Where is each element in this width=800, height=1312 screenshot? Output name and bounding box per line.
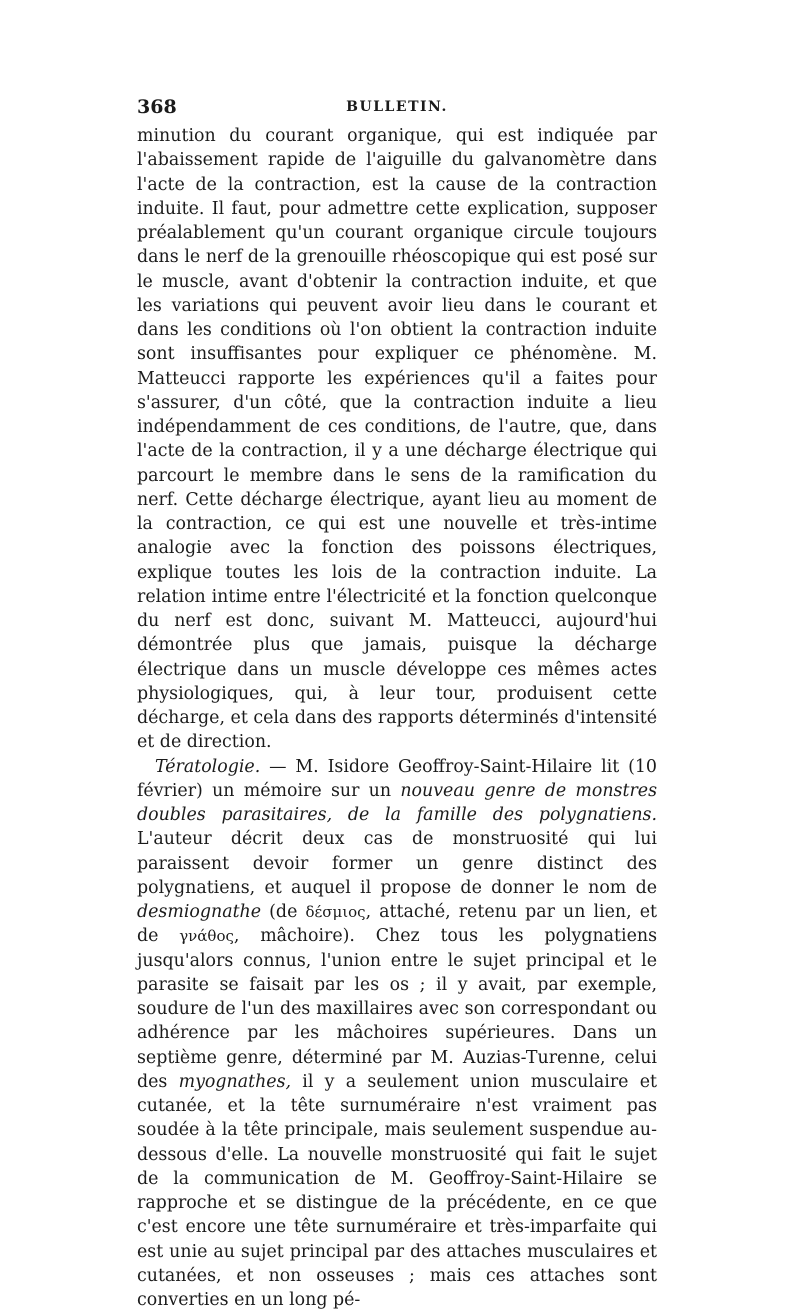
text-segment: , mâchoire). Chez tous les polygnatiens jusqu'alors connus, l'union entre le sujet principal et le parasite se faisait par les os ; il y avait, par exemple, soudure de l'un des maxillaires avec son correspondant ou adhérence par les mâchoires supérieures. Dans un septième genre, déterminé par M. Auzias-Turenne, celui des [137, 926, 657, 1092]
genus-name-myognathes: myognathes, [179, 1072, 291, 1092]
paragraph-teratologie [137, 755, 657, 1312]
section-label: Tératologie. [155, 757, 260, 777]
paragraph-electrophysiology: minution du courant organique, qui est indiquée par l'abaissement rapide de l'aiguille du galvanomètre dans l'acte de la contraction, est la cause de la contraction induite. Il faut, pour admettre cette explication, supposer préalablement qu'un courant organique circule toujours dans le nerf de la grenouille rhéoscopique qui est posé sur le muscle, avant d'obtenir la contraction induite, et que les variations qui peuvent avoir lieu dans le courant et dans les conditions où l'on obtient la contraction induite sont insuffisantes pour expliquer ce phénomène. M. Matteucci rapporte les expériences qu'il a faites pour s'assurer, d'un côté, que la contraction induite a lieu indépendamment de ces conditions, de l'autre, que, dans l'acte de la contraction, il y a une décharge électrique qui parcourt le membre dans le sens de la ramification du nerf. Cette décharge électrique, ayant lieu au moment de la contraction, ce qui est une nouvelle et très-intime analogie avec la fonction des poissons électriques, explique toutes les lois de la contraction induite. La relation intime entre l'électricité et la fonction quelconque du nerf est donc, suivant M. Matteucci, aujourd'hui démontrée plus que jamais, puisque la décharge électrique dans un muscle développe ces mêmes actes physiologiques, qui, à leur tour, produisent cette décharge, et cela dans des rapports déterminés d'intensité et de direction. [137, 124, 657, 755]
text-segment: L'auteur décrit deux cas de monstruosité qui lui paraissent devoir former un genre distinct des polygnatiens, et auquel il propose de donner le nom de [137, 829, 657, 898]
genus-name: desmiognathe [137, 902, 261, 922]
text-segment: — M. Isidore Geoffroy-Saint-Hilaire lit (10 février) un mémoire sur un [137, 757, 657, 801]
greek-word: δέσμιος [305, 903, 365, 921]
greek-word: γνάθος [179, 927, 234, 945]
body-text [137, 124, 657, 1312]
text-segment: (de [261, 902, 305, 922]
text-segment: , attaché, retenu par un lien, et de [137, 902, 657, 946]
running-title: BULLETIN. [137, 99, 657, 115]
page-header [137, 96, 657, 122]
memoir-title: nouveau genre de monstres doubles parasitaires, de la famille des polygnatiens. [137, 781, 657, 825]
document-page [137, 96, 657, 1312]
text-segment: il y a seulement union musculaire et cutanée, et la tête surnuméraire n'est vraiment pas soudée à la tête principale, mais seulement suspendue au-dessous d'elle. La nouvelle monstruosité qui fait le sujet de la communication de M. Geoffroy-Saint-Hilaire se rapproche et se distingue de la précédente, en ce que c'est encore une tête surnuméraire et très-imparfaite qui est unie au sujet principal par des attaches musculaires et cutanées, et non osseuses ; mais ces attaches sont converties en un long pé- [137, 1072, 657, 1310]
page-number: 368 [137, 96, 177, 118]
